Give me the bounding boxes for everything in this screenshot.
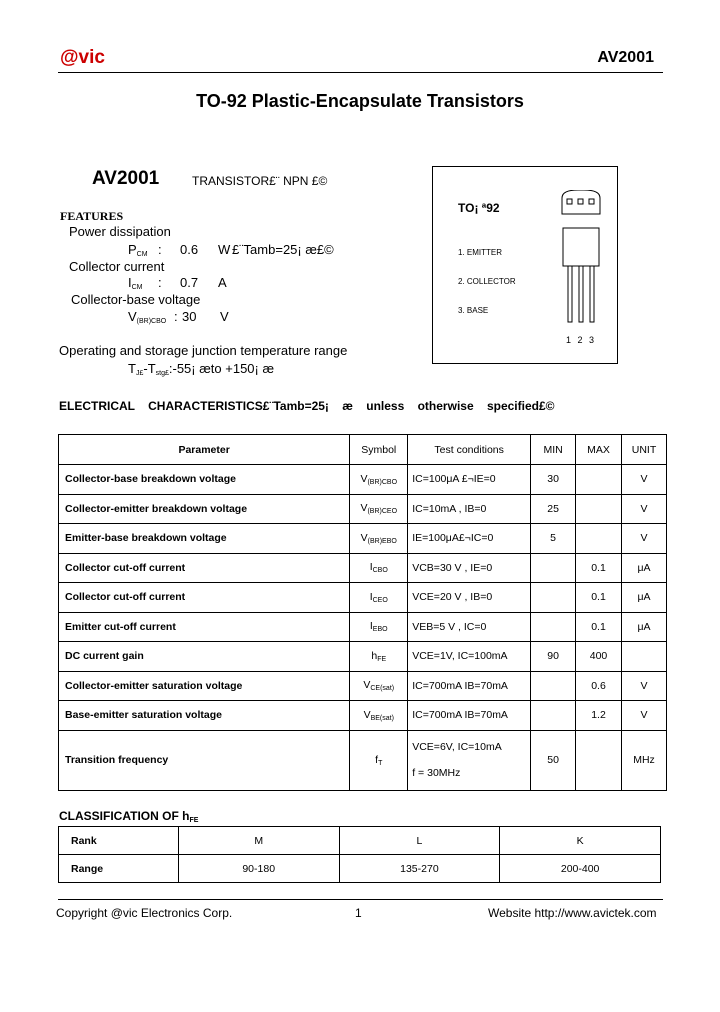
footer-divider bbox=[58, 899, 663, 900]
footer-page-number: 1 bbox=[355, 906, 362, 920]
pin-3-label: 3. BASE bbox=[458, 306, 489, 315]
table-row bbox=[59, 730, 667, 790]
power-dissipation-row bbox=[128, 242, 334, 258]
min-cell bbox=[531, 612, 576, 642]
rank-cell: M bbox=[178, 827, 339, 855]
unit-cell: V bbox=[622, 465, 667, 495]
rank-label: Rank bbox=[59, 827, 179, 855]
table-row bbox=[59, 701, 667, 731]
symbol-cell: $V_{BE(sat)}$ bbox=[350, 701, 408, 731]
table-header-row bbox=[59, 435, 667, 465]
header-divider bbox=[58, 72, 663, 73]
param-cell: Transition frequency bbox=[59, 730, 350, 790]
symbol-cell: $h_{FE}$ bbox=[350, 642, 408, 672]
part-heading: AV2001 bbox=[92, 168, 160, 189]
param-cell: Collector-emitter breakdown voltage bbox=[59, 494, 350, 524]
min-cell bbox=[531, 583, 576, 613]
pin-numbers: 1 2 3 bbox=[566, 335, 597, 345]
power-dissipation-label: Power dissipation bbox=[69, 224, 171, 239]
header-max: MAX bbox=[576, 435, 622, 465]
vcbo-symbol: $V_{(BR)CBO}$ bbox=[128, 309, 167, 325]
range-cell: 90-180 bbox=[178, 855, 339, 883]
symbol-cell: $I_{CEO}$ bbox=[350, 583, 408, 613]
vcbo-unit: V bbox=[220, 309, 229, 324]
min-cell bbox=[531, 701, 576, 731]
ic-unit: A bbox=[218, 275, 227, 290]
power-colon: : bbox=[158, 242, 162, 257]
condition-cell: VCB=30 V , IE=0 bbox=[408, 553, 531, 583]
max-cell: 400 bbox=[576, 642, 622, 672]
power-value: 0.6 bbox=[180, 242, 199, 257]
header-symbol: Symbol bbox=[350, 435, 408, 465]
header-unit: UNIT bbox=[622, 435, 667, 465]
vcbo-colon: : bbox=[174, 309, 178, 324]
power-condition: £¨Tamb=25¡ æ£© bbox=[232, 242, 334, 257]
classification-table bbox=[58, 826, 661, 883]
condition-cell: VCE=1V, IC=100mA bbox=[408, 642, 531, 672]
range-cell: 200-400 bbox=[500, 855, 661, 883]
features-title: FEATURES bbox=[60, 209, 124, 223]
min-cell bbox=[531, 553, 576, 583]
header-test-conditions: Test conditions bbox=[408, 435, 531, 465]
ic-colon: : bbox=[158, 275, 162, 290]
symbol-cell: $V_{CE(sat)}$ bbox=[350, 671, 408, 701]
min-cell bbox=[531, 671, 576, 701]
transistor-type: TRANSISTOR£¨ NPN £© bbox=[192, 174, 328, 188]
condition-cell: IC=700mA IB=70mA bbox=[408, 701, 531, 731]
electrical-characteristics-table bbox=[58, 434, 667, 791]
collector-current-label: Collector current bbox=[69, 259, 165, 274]
param-cell: Collector cut-off current bbox=[59, 583, 350, 613]
symbol-cell: $V_{(BR)CBO}$ bbox=[350, 465, 408, 495]
unit-cell bbox=[622, 642, 667, 672]
unit-cell: V bbox=[622, 524, 667, 554]
condition-cell: VEB=5 V , IC=0 bbox=[408, 612, 531, 642]
unit-cell: μA bbox=[622, 612, 667, 642]
collector-current-row bbox=[128, 275, 227, 291]
min-cell: 90 bbox=[531, 642, 576, 672]
unit-cell: μA bbox=[622, 583, 667, 613]
condition-cell: IC=100μA £¬IE=0 bbox=[408, 465, 531, 495]
condition-cell: VCE=20 V , IB=0 bbox=[408, 583, 531, 613]
pin-2-label: 2. COLLECTOR bbox=[458, 277, 516, 286]
table-row bbox=[59, 642, 667, 672]
range-label: Range bbox=[59, 855, 179, 883]
min-cell: 25 bbox=[531, 494, 576, 524]
max-cell bbox=[576, 494, 622, 524]
max-cell bbox=[576, 730, 622, 790]
unit-cell: V bbox=[622, 671, 667, 701]
condition-cell: IC=10mA , IB=0 bbox=[408, 494, 531, 524]
footer-website: Website http://www.avictek.com bbox=[488, 906, 657, 920]
param-cell: DC current gain bbox=[59, 642, 350, 672]
table-row bbox=[59, 671, 667, 701]
max-cell: 1.2 bbox=[576, 701, 622, 731]
max-cell bbox=[576, 524, 622, 554]
package-name: TO¡ ª92 bbox=[458, 201, 500, 215]
collector-base-voltage-row bbox=[128, 309, 229, 325]
page-title: TO-92 Plastic-Encapsulate Transistors bbox=[196, 91, 524, 111]
condition-cell: IE=100μA£¬IC=0 bbox=[408, 524, 531, 554]
table-row bbox=[59, 524, 667, 554]
symbol-cell: $I_{CBO}$ bbox=[350, 553, 408, 583]
symbol-cell: $V_{(BR)EBO}$ bbox=[350, 524, 408, 554]
param-cell: Collector-emitter saturation voltage bbox=[59, 671, 350, 701]
table-row bbox=[59, 553, 667, 583]
max-cell bbox=[576, 465, 622, 495]
min-cell: 5 bbox=[531, 524, 576, 554]
temperature-range-row: $T_{J£}-T_{stg£}:-55¡$ æto +150¡ æ bbox=[128, 361, 275, 377]
unit-cell: μA bbox=[622, 553, 667, 583]
ic-symbol: $I_{CM}$ bbox=[128, 275, 143, 291]
to92-package-drawing bbox=[556, 190, 606, 330]
ic-value: 0.7 bbox=[180, 275, 199, 290]
classification-title: CLASSIFICATION OF $h_{FE}$ bbox=[59, 809, 199, 824]
symbol-cell: $V_{(BR)CEO}$ bbox=[350, 494, 408, 524]
table-row bbox=[59, 612, 667, 642]
min-cell: 50 bbox=[531, 730, 576, 790]
footer-copyright: Copyright @vic Electronics Corp. bbox=[56, 906, 233, 920]
rank-cell: L bbox=[339, 827, 500, 855]
header-parameter: Parameter bbox=[59, 435, 350, 465]
header-min: MIN bbox=[531, 435, 576, 465]
table-row bbox=[59, 583, 667, 613]
table-row bbox=[59, 494, 667, 524]
pin-1-label: 1. EMITTER bbox=[458, 248, 503, 257]
power-symbol: $P_{CM}$ bbox=[128, 242, 148, 258]
table-row bbox=[59, 465, 667, 495]
max-cell: 0.1 bbox=[576, 583, 622, 613]
rank-row bbox=[59, 827, 661, 855]
param-cell: Emitter cut-off current bbox=[59, 612, 350, 642]
unit-cell: V bbox=[622, 494, 667, 524]
company-logo: @vic bbox=[60, 47, 105, 68]
unit-cell: V bbox=[622, 701, 667, 731]
electrical-characteristics-title: ELECTRICAL CHARACTERISTICS£¨Tamb=25¡ æ unless otherwise specified£© bbox=[59, 399, 555, 413]
unit-cell: MHz bbox=[622, 730, 667, 790]
temperature-range-label: Operating and storage junction temperature range bbox=[59, 343, 348, 358]
min-cell: 30 bbox=[531, 465, 576, 495]
symbol-cell: $I_{EBO}$ bbox=[350, 612, 408, 642]
vcbo-value: 30 bbox=[182, 309, 197, 324]
max-cell: 0.6 bbox=[576, 671, 622, 701]
range-cell: 135-270 bbox=[339, 855, 500, 883]
rank-cell: K bbox=[500, 827, 661, 855]
range-row bbox=[59, 855, 661, 883]
header-part-number: AV2001 bbox=[597, 49, 654, 66]
condition-cell: IC=700mA IB=70mA bbox=[408, 671, 531, 701]
symbol-cell: $f_T$ bbox=[350, 730, 408, 790]
param-cell: Collector-base breakdown voltage bbox=[59, 465, 350, 495]
param-cell: Base-emitter saturation voltage bbox=[59, 701, 350, 731]
collector-base-voltage-label: Collector-base voltage bbox=[71, 292, 201, 307]
max-cell: 0.1 bbox=[576, 612, 622, 642]
param-cell: Emitter-base breakdown voltage bbox=[59, 524, 350, 554]
power-unit: W bbox=[218, 242, 231, 257]
condition-cell: VCE=6V, IC=10mA f = 30MHz bbox=[408, 730, 531, 790]
max-cell: 0.1 bbox=[576, 553, 622, 583]
param-cell: Collector cut-off current bbox=[59, 553, 350, 583]
